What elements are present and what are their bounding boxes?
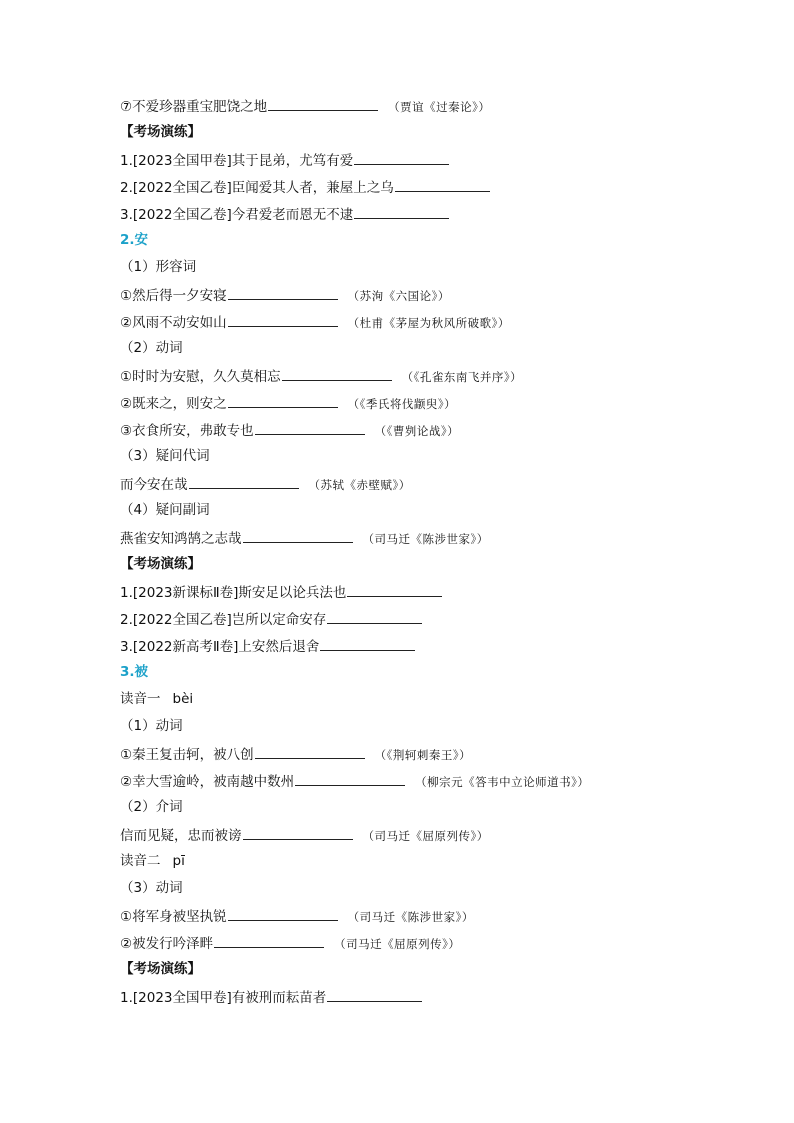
answer-blank[interactable] xyxy=(243,823,353,840)
source-citation: （柳宗元《答韦中立论师道书》） xyxy=(415,775,590,789)
source-citation: （贾谊《过秦论》） xyxy=(388,100,491,114)
category-text: （2）介词 xyxy=(120,799,183,815)
exercise-item xyxy=(120,742,760,769)
exercise-item xyxy=(120,94,760,121)
sentence-text: 1.[2023全国甲卷]其于昆弟，尤笃有爱 xyxy=(120,153,354,169)
category-label xyxy=(120,445,760,472)
source-citation: （苏轼《赤壁赋》） xyxy=(308,478,411,492)
category-text: （1）形容词 xyxy=(120,259,197,275)
section-heading xyxy=(120,229,760,256)
exercise-item xyxy=(120,148,760,175)
source-citation: （苏洵《六国论》） xyxy=(347,289,450,303)
exercise-item xyxy=(120,526,760,553)
exercise-item xyxy=(120,175,760,202)
practice-title: 【考场演练】 xyxy=(120,961,201,977)
source-citation: （《曹刿论战》） xyxy=(374,424,460,438)
exercise-item xyxy=(120,391,760,418)
section-title: 3.被 xyxy=(120,664,149,680)
answer-blank[interactable] xyxy=(327,607,422,624)
source-citation: （司马迁《陈涉世家》） xyxy=(347,910,474,924)
pronunciation-label: 读音一 xyxy=(120,691,161,707)
sentence-text: 3.[2022新高考Ⅱ卷]上安然后退舍 xyxy=(120,639,320,655)
sentence-text: 信而见疑，忠而被谤 xyxy=(120,828,242,844)
answer-blank[interactable] xyxy=(395,175,490,192)
sentence-text: ①然后得一夕安寝 xyxy=(120,288,227,304)
pronunciation-line xyxy=(120,850,760,877)
category-text: （2）动词 xyxy=(120,340,183,356)
exercise-item xyxy=(120,823,760,850)
exercise-item xyxy=(120,283,760,310)
answer-blank[interactable] xyxy=(228,283,338,300)
sentence-text: ①秦王复击轲，被八创 xyxy=(120,747,254,763)
answer-blank[interactable] xyxy=(354,202,449,219)
sentence-text: 2.[2022全国乙卷]臣闻爱其人者，兼屋上之乌 xyxy=(120,180,394,196)
practice-title: 【考场演练】 xyxy=(120,556,201,572)
sentence-text: 3.[2022全国乙卷]今君爱老而恩无不逮 xyxy=(120,207,354,223)
source-citation: （司马迁《屈原列传》） xyxy=(334,937,461,951)
practice-heading xyxy=(120,121,760,148)
category-text: （3）动词 xyxy=(120,880,183,896)
section-title: 2.安 xyxy=(120,232,149,248)
answer-blank[interactable] xyxy=(295,769,405,786)
exercise-item xyxy=(120,310,760,337)
category-label xyxy=(120,796,760,823)
practice-title: 【考场演练】 xyxy=(120,124,201,140)
answer-blank[interactable] xyxy=(320,634,415,651)
answer-blank[interactable] xyxy=(347,580,442,597)
exercise-item xyxy=(120,904,760,931)
exercise-item xyxy=(120,985,760,1012)
answer-blank[interactable] xyxy=(189,472,299,489)
sentence-text: 而今安在哉 xyxy=(120,477,188,493)
source-citation: （杜甫《茅屋为秋风所破歌》） xyxy=(347,316,510,330)
answer-blank[interactable] xyxy=(228,904,338,921)
practice-heading xyxy=(120,553,760,580)
answer-blank[interactable] xyxy=(214,931,324,948)
exercise-item xyxy=(120,634,760,661)
sentence-text: ②幸大雪逾岭，被南越中数州 xyxy=(120,774,295,790)
sentence-text: ①时时为安慰，久久莫相忘 xyxy=(120,369,281,385)
answer-blank[interactable] xyxy=(243,526,353,543)
source-citation: （司马迁《陈涉世家》） xyxy=(362,532,489,546)
source-citation: （司马迁《屈原列传》） xyxy=(362,829,489,843)
pronunciation-label: 读音二 xyxy=(120,853,161,869)
answer-blank[interactable] xyxy=(228,310,338,327)
source-citation: （《孔雀东南飞并序》） xyxy=(401,370,523,384)
exercise-item xyxy=(120,202,760,229)
exercise-item xyxy=(120,418,760,445)
source-citation: （《季氏将伐颛臾》） xyxy=(347,397,457,411)
answer-blank[interactable] xyxy=(282,364,392,381)
sentence-text: 燕雀安知鸿鹄之志哉 xyxy=(120,531,242,547)
category-text: （4）疑问副词 xyxy=(120,502,210,518)
exercise-item xyxy=(120,607,760,634)
pinyin: pī xyxy=(172,853,185,869)
category-text: （3）疑问代词 xyxy=(120,448,210,464)
category-label xyxy=(120,499,760,526)
section-heading xyxy=(120,661,760,688)
sentence-text: ③衣食所安，弗敢专也 xyxy=(120,423,254,439)
exercise-item xyxy=(120,931,760,958)
exercise-item xyxy=(120,472,760,499)
category-text: （1）动词 xyxy=(120,718,183,734)
exercise-item xyxy=(120,364,760,391)
source-citation: （《荆轲刺秦王》） xyxy=(374,748,472,762)
answer-blank[interactable] xyxy=(255,742,365,759)
exercise-item xyxy=(120,580,760,607)
answer-blank[interactable] xyxy=(228,391,338,408)
category-label xyxy=(120,337,760,364)
answer-blank[interactable] xyxy=(327,985,422,1002)
sentence-text: ②风雨不动安如山 xyxy=(120,315,227,331)
sentence-text: 2.[2022全国乙卷]岂所以定命安存 xyxy=(120,612,327,628)
pronunciation-line xyxy=(120,688,760,715)
sentence-text: ②既来之，则安之 xyxy=(120,396,227,412)
answer-blank[interactable] xyxy=(255,418,365,435)
category-label xyxy=(120,256,760,283)
sentence-text: 1.[2023全国甲卷]有被刑而耘苗者 xyxy=(120,990,327,1006)
sentence-text: ⑦不爱珍器重宝肥饶之地 xyxy=(120,99,268,115)
category-label xyxy=(120,715,760,742)
category-label xyxy=(120,877,760,904)
pinyin: bèi xyxy=(172,691,194,707)
answer-blank[interactable] xyxy=(354,148,449,165)
sentence-text: ①将军身被坚执锐 xyxy=(120,909,227,925)
exercise-list xyxy=(120,94,760,1012)
sentence-text: 1.[2023新课标Ⅱ卷]斯安足以论兵法也 xyxy=(120,585,347,601)
answer-blank[interactable] xyxy=(268,94,378,111)
practice-heading xyxy=(120,958,760,985)
sentence-text: ②被发行吟泽畔 xyxy=(120,936,214,952)
exercise-item xyxy=(120,769,760,796)
